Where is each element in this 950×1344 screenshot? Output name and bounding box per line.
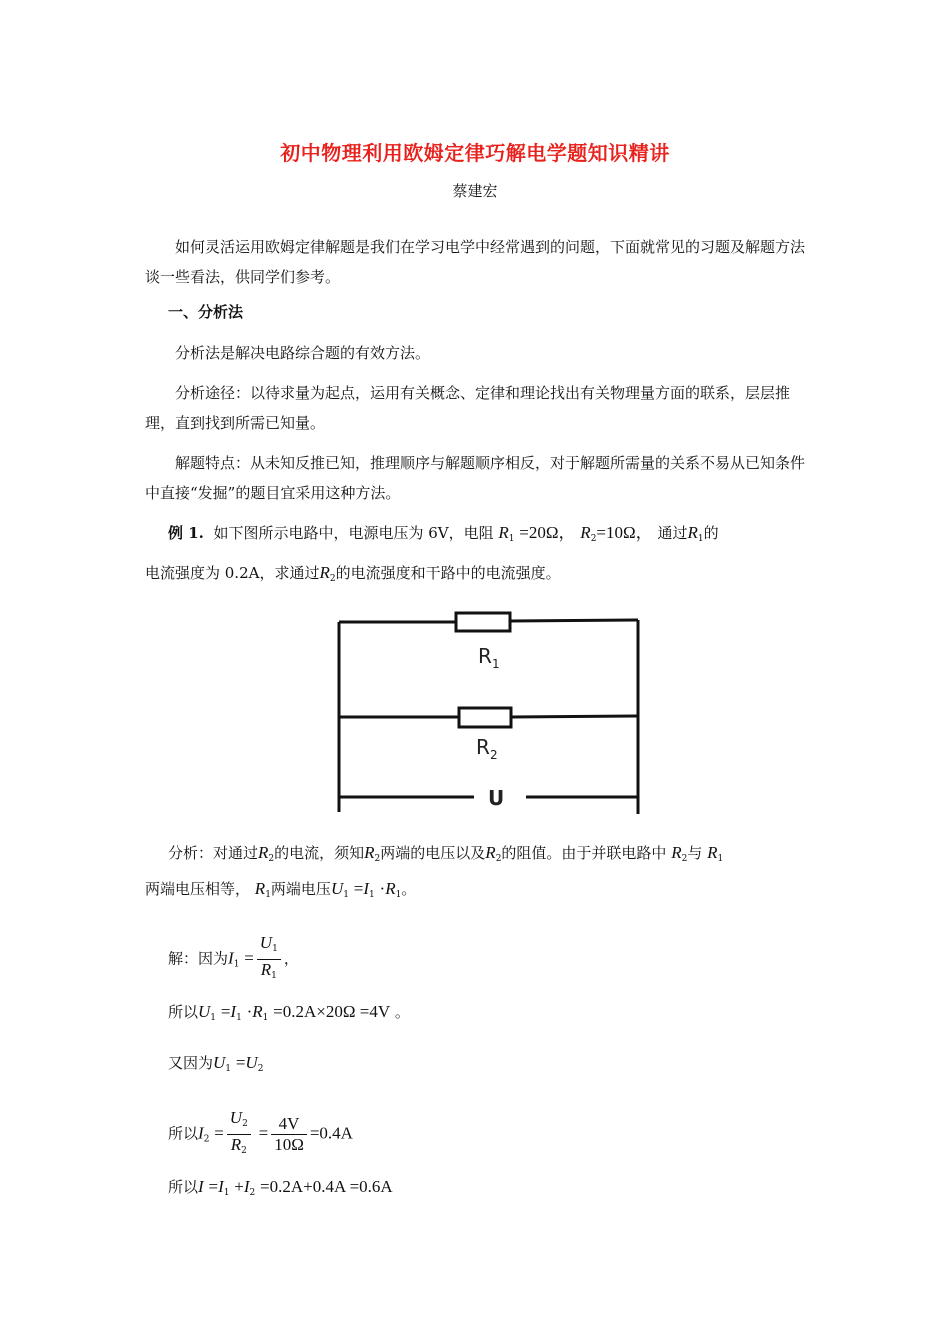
resistor-r2 xyxy=(459,708,511,727)
fraction-4v-10ohm: $\frac{4V}{10\Omega}$ xyxy=(271,1114,307,1155)
r1-label: R xyxy=(478,644,492,668)
circuit-diagram xyxy=(336,608,646,820)
section-heading: 一、分析法 xyxy=(168,303,244,321)
r2-label: R xyxy=(476,735,490,759)
solution-line-2: 所以$U_1 =I_1 \cdot R_1 =0.2A\times 20\Omega =4V$ 。 xyxy=(168,1002,410,1023)
section-paragraph-3: 解题特点：从未知反推已知，推理顺序与解题顺序相反，对于解题所需量的关系不易从已知条件中直接“发掘”的题目宜采用这种方法。 xyxy=(145,454,806,502)
r2-subscript: 2 xyxy=(490,748,498,762)
section-paragraph-2: 分析途径：以待求量为起点，运用有关概念、定律和理论找出有关物理量方面的联系，层层推理，直到找到所需已知量。 xyxy=(145,384,791,432)
example-label: 例 1. xyxy=(168,524,204,542)
solution-line-3: 又因为$U_1 =U_2$ xyxy=(168,1053,264,1074)
solution-line-5: 所以$I =I_1 +I_2 =0.2A+0.4A =0.6A$ xyxy=(168,1177,393,1198)
solution-line-1: 解：因为$I_1$ = $\frac{U_1}{R_1}$ ， xyxy=(168,933,299,986)
solution-line-4: 所以$I_2$ = $\frac{U_2}{R_2}$ = $\frac{4V}{10\Omega}$ =0.4A xyxy=(168,1108,353,1161)
document-title: 初中物理利用欧姆定律巧解电学题知识精讲 xyxy=(280,141,670,165)
example-line-1: 例 1. 如下图所示电路中，电源电压为 6V，电阻 $R_1 =20\Omega$， $R_2=10\Omega$， 通过$R_1$的 xyxy=(168,523,719,544)
voltage-label: U xyxy=(488,786,505,810)
middle-wire-right xyxy=(511,716,638,717)
fraction-u1-r1: $\frac{U_1}{R_1}$ xyxy=(257,933,281,986)
author-name: 蔡建宏 xyxy=(452,182,498,200)
intro-paragraph: 如何灵活运用欧姆定律解题是我们在学习电学中经常遇到的问题，下面就常见的习题及解题方法谈一些看法，供同学们参考。 xyxy=(145,238,806,286)
analysis-line-2: 两端电压相等， $R_1$两端电压$U_1 =I_1 \cdot R_1$。 xyxy=(145,879,417,900)
top-wire-right xyxy=(510,620,638,621)
example-line-2: 电流强度为 0.2A，求通过$R_2$的电流强度和干路中的电流强度。 xyxy=(145,563,561,584)
resistor-r1 xyxy=(456,613,510,631)
section-paragraph-1: 分析法是解决电路综合题的有效方法。 xyxy=(175,344,431,362)
analysis-line-1: 分析：对通过$R_2$的电流，须知$R_2$两端的电压以及$R_2$的阻值。由于并联电路中 $R_2$与 $R_1$ xyxy=(168,843,724,864)
r1-subscript: 1 xyxy=(492,657,500,671)
fraction-u2-r2: $\frac{U_2}{R_2}$ xyxy=(227,1108,251,1161)
